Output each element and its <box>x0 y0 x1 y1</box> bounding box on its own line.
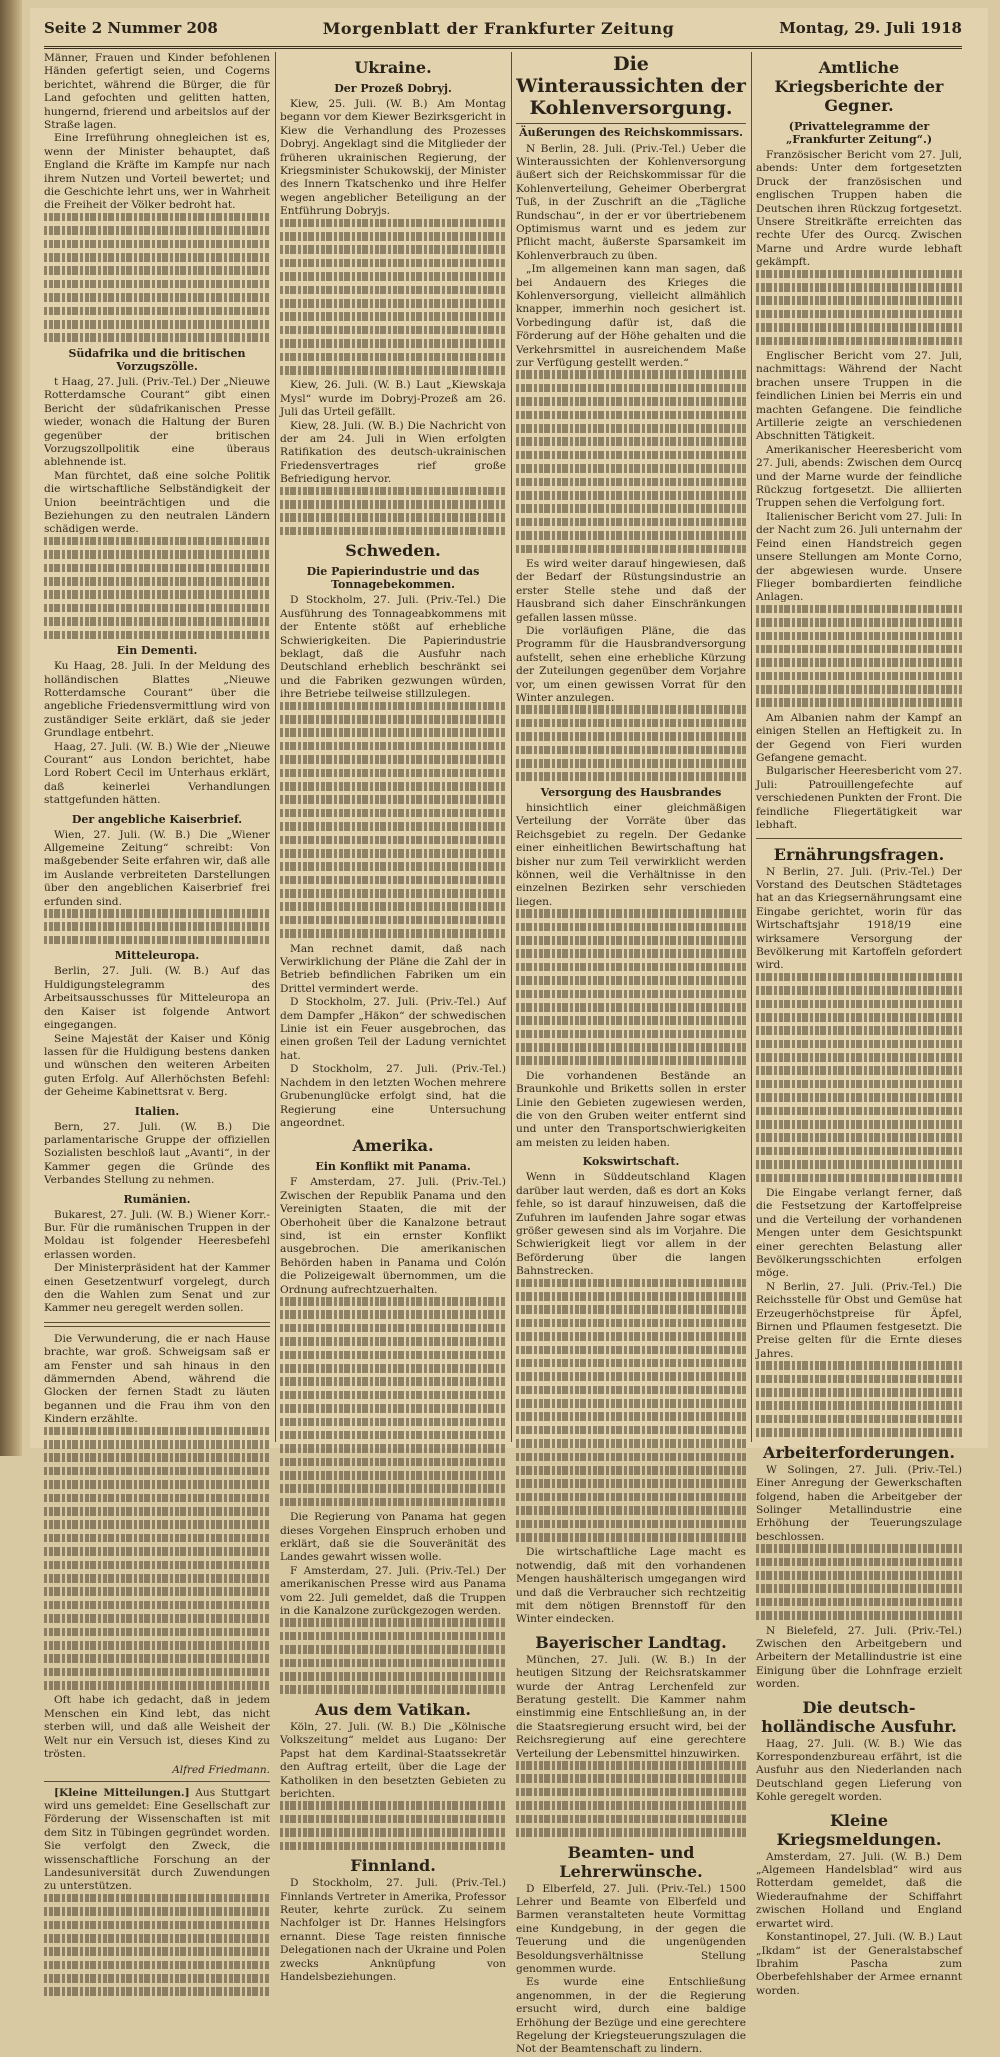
masthead: Morgenblatt der Frankfurter Zeitung <box>322 18 675 38</box>
text-lines <box>756 973 962 1182</box>
article-text: N Bielefeld, 27. Juli. (Priv.-Tel.) Zwischen den Arbeitgebern und Arbeitern der Metallindustrie ist eine Einigung über die Lohnfrage erzielt worden. <box>756 1624 962 1691</box>
article-text: Ku Haag, 28. Juli. In der Meldung des holländischen Blattes „Nieuwe Rotterdamsche Courant“ über die angebliche Friedensvermittlung wird von zuständiger Seite erklärt, daß sie jeder Grundlage entbehrt. <box>44 660 270 740</box>
text-lines <box>280 1618 506 1694</box>
divider <box>44 1781 270 1782</box>
article-text: Die Regierung von Panama hat gegen dieses Vorgehen Einspruch erhoben und erklärt, daß sie die Souveränität des Landes gewahrt wissen wolle. <box>280 1511 506 1564</box>
section-title: Finnland. <box>350 1856 436 1876</box>
article-text: Der Ministerpräsident hat der Kammer einen Gesetzentwurf vorgelegt, durch den die Wahlen zum Senat und zur Kammer neu geregelt werden sollen. <box>44 1262 270 1315</box>
article-text: Kiew, 28. Juli. (W. B.) Die Nachricht von der am 24. Juli in Wien erfolgten Ratifikation des deutsch-ukrainischen Friedensvertrages rief große Befriedigung hervor. <box>280 419 506 486</box>
article-text: Seine Majestät der Kaiser und König lassen für die Huldigung bestens danken und wünschen den weiteren Arbeiten guten Erfolg. Auf Allerhöchsten Befehl: der Geheime Kabinettsrat v. Berg. <box>44 1032 270 1099</box>
feuilleton-author: Alfred Friedmann. <box>172 1763 270 1776</box>
article-text: Die Eingabe verlangt ferner, daß die Festsetzung der Kartoffelpreise und die Verteilung der vorhandenen Mengen unter dem Gesichtspunkt einer gerechten Belastung aller Bevölkerungsschichten erfolgen möge. <box>756 1187 962 1280</box>
section-subtitle: (Privattelegramme der „Frankfurter Zeitung“.) <box>785 120 933 146</box>
section-title: Aus dem Vatikan. <box>315 1700 471 1720</box>
section-title: Kleine Kriegsmeldungen. <box>776 1810 942 1849</box>
article-text: Die vorhandenen Bestände an Braunkohle und Briketts sollen in erster Linie den Gebieten zugewiesen werden, die von den Gruben weiter entfernt sind und unter den Transportschwierigkeiten am meisten zu leiden haben. <box>516 1069 746 1149</box>
article-text: D Elberfeld, 27. Juli. (Priv.-Tel.) 1500 Lehrer und Beamte von Elberfeld und Barmen veranstalteten heute Vormittag eine Kundgebung, in der gegen die Teuerung und die ungenügenden Besoldungsverhältnisse Stellung genommen wurde. <box>516 1882 746 1976</box>
text-lines <box>44 1427 270 1690</box>
text-lines <box>516 705 746 781</box>
text-lines <box>44 537 270 639</box>
text-lines <box>756 1544 962 1620</box>
article-text: Kiew, 26. Juli. (W. B.) Laut „Kiewskaja Mysl“ wurde im Dobryj-Prozeß am 26. Juli das Urteil gefällt. <box>280 379 506 419</box>
article-text: Bern, 27. Juli. (W. B.) Die parlamentarische Gruppe der offiziellen Sozialisten beschloß laut „Avanti“, in der Kammer gegen die Gründe des Verbandes Stellung zu nehmen. <box>44 1120 270 1187</box>
article-text: D Stockholm, 27. Juli. (Priv.-Tel.) Nachdem in den letzten Wochen mehrere Grubenunglücke erfolgt sind, hat die Regierung eine Untersuchung angeordnet. <box>280 1063 506 1129</box>
section-subtitle: Der Prozeß Dobryj. <box>334 82 452 95</box>
article-text: W Solingen, 27. Juli. (Priv.-Tel.) Einer Anregung der Gewerkschaften folgend, haben die Arbeitgeber der Solinger Metallindustrie eine Erhöhung der Teuerungszulage beschlossen. <box>756 1463 962 1543</box>
column-3 <box>516 52 746 2056</box>
column-2 <box>280 52 506 1984</box>
article-text: „Im allgemeinen kann man sagen, daß bei Andauern des Krieges die Kohlenversorgung, vielleicht allmählich knapper, immerhin noch gesichert ist. Vorbedingung dafür ist, daß die Förderung auf der Höhe gehalten und die Verkehrsmittel in ausreichendem Maße zur Verfügung gestellt werden.“ <box>516 263 746 370</box>
article-text: Köln, 27. Juli. (W. B.) Die „Kölnische Volkszeitung“ meldet aus Lugano: Der Papst hat dem Kardinal-Staatssekretär den Auftrag erteilt, über die Lage der Katholiken in den besetzten Gebieten zu berichten. <box>280 1721 506 1801</box>
section-title: Der angebliche Kaiserbrief. <box>71 812 243 826</box>
page-binding-shadow <box>0 0 22 1456</box>
article-text: F Amsterdam, 27. Juli. (Priv.-Tel.) Zwischen der Republik Panama und den Vereinigten Staaten, die mit der Oberhoheit über die Kanalzone betraut sind, ist ein ernster Konflikt ausgebrochen. Die amerikanischen Behörden haben in Panama und Colón die Polizeigewalt übernommen, um die Ordnung aufrechtzuerhalten. <box>280 1176 506 1296</box>
article-text: Konstantinopel, 27. Juli. (W. B.) Laut „Ikdam“ ist der Generalstabschef Ibrahim Pascha zum Oberbefehlshaber der Armee ernannt worden. <box>756 1931 962 1997</box>
section-title: Die deutsch-holländische Ausfuhr. <box>761 1697 957 1736</box>
article-text: Italienischer Bericht vom 27. Juli: In der Nacht zum 26. Juli unternahm der Feind einen Handstreich gegen unsere Stellungen am Monte Corno, der abgewiesen wurde. Unsere Flieger bombardierten feindliche Anlagen. <box>756 510 962 604</box>
text-lines <box>44 213 270 342</box>
text-lines <box>516 370 746 553</box>
article-text: F Amsterdam, 27. Juli. (Priv.-Tel.) Der amerikanischen Presse wird aus Panama vom 22. Juli gemeldet, daß die Truppen in die Kanalzone zurückgezogen werden. <box>280 1564 506 1618</box>
article-text: t Haag, 27. Juli. (Priv.-Tel.) Der „Nieuwe Rotterdamsche Courant“ gibt einen Bericht der südafrikanischen Presse wieder, wonach die Haltung der Buren gegenüber der britischen Vorzugszollpolitik eine überaus ablehnende ist. <box>44 375 270 469</box>
section-subtitle: Versorgung des Hausbrandes <box>540 785 722 799</box>
article-text: Man fürchtet, daß eine solche Politik die wirtschaftliche Selbständigkeit der Union beeinträchtigen und die Beziehungen zu den neutralen Ländern schädigen werde. <box>44 469 270 536</box>
feuilleton-text: Oft habe ich gedacht, daß in jedem Menschen ein Kind lebt, das nicht sterben will, und daß alle Weisheit der Welt nur ein Versuch ist, dieses Kind zu trösten. <box>44 1694 270 1761</box>
text-lines <box>516 1761 746 1837</box>
column-1 <box>44 52 270 1893</box>
article-text: Man rechnet damit, daß nach Verwirklichung der Pläne die Zahl der in Betrieb befindlichen Fabriken um ein Drittel vermindert werde. <box>280 942 506 995</box>
article-text: hinsichtlich einer gleichmäßigen Verteilung der Vorräte über das Reichsgebiet zu regeln. Der Gedanke einer einheitlichen Bewirtschaftung hat bisher nur zum Teil verwirklicht werden können, weil die Verhältnisse in den einzelnen Bezirken sehr verschieden liegen. <box>516 801 746 908</box>
text-lines <box>280 219 506 375</box>
issue-date: Montag, 29. Juli 1918 <box>779 19 962 37</box>
text-lines <box>44 1894 270 1996</box>
column-rule <box>511 52 512 1442</box>
article-text: München, 27. Juli. (W. B.) In der heutigen Sitzung der Reichsratskammer wurde der Antrag Lerchenfeld zur Beratung gestellt. Die Kammer nahm einstimmig eine Entschließung an, in der die Staatsregierung ersucht wird, bei der Reichsregierung auf eine gerechtere Verteilung der Lebensmittel hinzuwirken. <box>516 1653 746 1760</box>
article-text: Haag, 27. Juli. (W. B.) Wie das Korrespondenzbureau erfährt, ist die Ausfuhr aus den Niederlanden nach Deutschland gegen Lieferung von Kohle geregelt worden. <box>756 1737 962 1804</box>
section-subtitle: Die Papierindustrie und das Tonnagebekommen. <box>306 565 480 592</box>
article-text: Eine Irreführung ohnegleichen ist es, wenn der Minister behauptet, daß England die Kräfte im Kampfe nur nach ihrem Nutzen und Vorteil bewertet; und die Geschichte lehrt uns, wer in Wahrheit die Freiheit der Völker bedroht hat. <box>44 132 270 212</box>
text-lines <box>756 1361 962 1437</box>
article-text: D Stockholm, 27. Juli. (Priv.-Tel.) Finnlands Vertreter in Amerika, Professor Reuter, kehrte zurück. Zu seinem Nachfolger ist Dr. Hannes Helsingfors ernannt. Diese Tage reisten finnische Delegationen nach der Ukraine und Polen zwecks Anknüpfung von Handelsbeziehungen. <box>280 1877 506 1984</box>
text-lines <box>280 487 506 536</box>
article-text: N Berlin, 27. Juli. (Priv.-Tel.) Die Reichsstelle für Obst und Gemüse hat Erzeugerhöchstpreise für Äpfel, Birnen und Pflaumen festgesetzt. Die Preise gelten für die Ernte dieses Jahres. <box>756 1280 962 1360</box>
article-text: Aus Stuttgart wird uns gemeldet: Eine Gesellschaft zur Förderung der Wissenschaften ist mit dem Sitz in Tübingen gegründet worden. Sie verfolgt den Zweck, die wissenschaftliche Forschung an der Landesuniversität durch Zuwendungen zu unterstützen. <box>44 1786 270 1893</box>
column-rule <box>275 52 276 1442</box>
text-lines <box>280 1297 506 1506</box>
divider <box>756 838 962 839</box>
column-rule <box>751 52 752 1442</box>
section-title: Ernährungsfragen. <box>773 844 945 864</box>
text-lines <box>280 702 506 938</box>
section-subtitle: Ein Konflikt mit Panama. <box>315 1160 471 1174</box>
article-text: Amsterdam, 27. Juli. (W. B.) Dem „Algemeen Handelsblad“ wird aus Rotterdam gemeldet, daß die Wiederaufnahme der Schiffahrt zwischen Holland und England erwartet wird. <box>756 1850 962 1930</box>
article-text: Am Albanien nahm der Kampf an einigen Stellen an Heftigkeit zu. In der Gegend von Fieri wurden Gefangene gemacht. <box>756 711 962 765</box>
section-title: Beamten- und Lehrerwünsche. <box>559 1842 703 1881</box>
section-title: Ein Dementi. <box>116 644 198 658</box>
article-text: Kiew, 25. Juli. (W. B.) Am Montag begann vor dem Kiewer Bezirksgericht in Kiew die Verhandlung des Prozesses Dobryj. Angeklagt sind die Mitglieder der früheren ukrainischen Regierung, der Kriegsminister Schukowskij, der Minister des Innern Tkatschenko und ihre Helfer wegen angeblicher Beteiligung an der Entführung Dobryjs. <box>280 98 506 218</box>
section-title: Arbeiterforderungen. <box>763 1442 955 1462</box>
article-text <box>44 1787 270 1894</box>
section-title: [Kleine Mitteilungen.] <box>54 1786 190 1799</box>
article-text: Es wurde eine Entschließung angenommen, in der die Regierung ersucht wird, durch eine baldige Erhöhung der Bezüge und eine gerechtere Regelung der Kriegsteuerungszulagen die Not der Beamtenschaft zu lindern. <box>516 1976 746 2056</box>
section-subtitle: Kokswirtschaft. <box>582 1155 680 1169</box>
article-text: D Stockholm, 27. Juli. (Priv.-Tel.) Die Ausführung des Tonnageabkommens mit der Entente stößt auf erhebliche Schwierigkeiten. Die Papierindustrie beklagt, daß die Ausfuhr nach Deutschland erheblich beschränkt sei und die Fabriken gezwungen würden, ihre Betriebe teilweise stillzulegen. <box>280 594 506 701</box>
text-lines <box>516 1279 746 1542</box>
section-title: Schweden. <box>345 541 441 561</box>
article-text: Amerikanischer Heeresbericht vom 27. Juli, abends: Zwischen dem Ourcq und der Marne wurde der feindliche Rückzug fortgesetzt. Die alliierten Truppen sehen die Verfolgung fort. <box>756 443 962 510</box>
page-header <box>44 10 962 49</box>
text-lines <box>44 909 270 944</box>
article-text: Die wirtschaftliche Lage macht es notwendig, daß mit den vorhandenen Mengen haushälterisch umgegangen wird und daß die Verbraucher sich rechtzeitig mit dem nötigen Brennstoff für den Winter eindecken. <box>516 1546 746 1626</box>
article-text: Berlin, 27. Juli. (W. B.) Auf das Huldigungstelegramm des Arbeitsausschusses für Mitteleuropa an den Kaiser ist folgende Antwort eingegangen. <box>44 965 270 1032</box>
article-text: Es wird weiter darauf hingewiesen, daß der Bedarf der Rüstungsindustrie an erster Stelle stehe und daß der Hausbrand sich daher Einschränkungen gefallen lassen müsse. <box>516 557 746 624</box>
text-lines <box>516 909 746 1065</box>
article-text: Männer, Frauen und Kinder befohlenen Händen gefertigt seien, und Cogerns berichtet, während die Bürger, die für Land gefochten und gelitten hatten, hungernd, frierend und arbeitslos auf der Straße lagen. <box>44 52 270 132</box>
lead-headline: Die Winteraussichten der Kohlenversorgung. <box>516 54 746 124</box>
section-title: Ukraine. <box>354 58 432 77</box>
article-text: Englischer Bericht vom 27. Juli, nachmittags: Während der Nacht brachen unsere Truppen in die feindlichen Linien bei Merris ein und machten Gefangene. Die feindliche Artillerie zeigte an verschiedenen Abschnitten Tätigkeit. <box>756 350 962 443</box>
text-lines <box>756 270 962 346</box>
section-title: Amerika. <box>352 1136 434 1156</box>
page-number: Seite 2 Nummer 208 <box>44 19 218 37</box>
column-4 <box>756 52 962 1997</box>
article-text: N Berlin, 28. Juli. (Priv.-Tel.) Ueber die Winteraussichten der Kohlenversorgung äußert sich der Reichskommissar für die Kohlenverteilung, Geheimer Oberbergrat Tuß, in der Zuschrift an die „Tägliche Rundschau“, in der er vor übertriebenem Optimismus warnt und es jedem zur Pflicht macht, äußerste Sparsamkeit im Kohlenverbrauch zu üben. <box>516 142 746 262</box>
article-text: N Berlin, 27. Juli. (Priv.-Tel.) Der Vorstand des Deutschen Städtetages hat an das Kriegsernährungsamt eine Eingabe gerichtet, worin für das Wirtschaftsjahr 1918/19 eine wirksamere Versorgung der Bevölkerung mit Kartoffeln gefordert wird. <box>756 865 962 972</box>
section-title: Bayerischer Landtag. <box>535 1632 727 1652</box>
article-text: Französischer Bericht vom 27. Juli, abends: Unter dem fortgesetzten Druck der französischen und englischen Truppen haben die Deutschen ihren Rückzug fortgesetzt. Unsere Streitkräfte erreichten das rechte Ufer des Ourcq. Zwischen Marne und Ardre wurde lebhaft gekämpft. <box>756 149 962 269</box>
section-title: Amtliche Kriegsberichte der Gegner. <box>774 58 944 115</box>
article-text: Bukarest, 27. Juli. (W. B.) Wiener Korr.-Bur. Für die rumänischen Truppen in der Moldau ist folgender Heeresbefehl erlassen worden. <box>44 1208 270 1261</box>
article-text: D Stockholm, 27. Juli. (Priv.-Tel.) Auf dem Dampfer „Häkon“ der schwedischen Linie ist ein Feuer ausgebrochen, das einen großen Teil der Ladung vernichtet hat. <box>280 996 506 1062</box>
feuilleton-text: Die Verwunderung, die er nach Hause brachte, war groß. Schweigsam saß er am Fenster und sah hinaus in den dämmernden Abend, während die Glocken der fernen Stadt zu läuten begannen und die Frau ihm von den Kindern erzählte. <box>44 1332 270 1426</box>
article-text: Wenn in Süddeutschland Klagen darüber laut werden, daß es dort an Koks fehle, so ist darauf hinzuweisen, daß die Zufuhren im laufenden Jahre sogar etwas größer gewesen sind als im Vorjahre. Die Schwierigkeit liegt vor allem in der Beförderung über die langen Bahnstrecken. <box>516 1171 746 1278</box>
lead-subtitle: Äußerungen des Reichskommissars. <box>519 125 743 139</box>
section-title: Rumänien. <box>123 1192 191 1206</box>
article-text: Bulgarischer Heeresbericht vom 27. Juli: Patrouillengefechte auf verschiedenen Punkten der Front. Die feindliche Fliegertätigkeit war lebhaft. <box>756 765 962 832</box>
text-lines <box>756 605 962 707</box>
article-text: Die vorläufigen Pläne, die das Programm für die Hausbrandversorgung aufstellt, sehen eine erhebliche Kürzung der Zuteilungen gegenüber dem Vorjahre vor, um einen gewissen Vorrat für den Winter anzulegen. <box>516 624 746 704</box>
feuilleton-divider <box>44 1322 270 1327</box>
article-text: Wien, 27. Juli. (W. B.) Die „Wiener Allgemeine Zeitung“ schreibt: Von maßgebender Seite erfahren wir, daß alle im Auslande verbreiteten Darstellungen über den angeblichen Kaiserbrief frei erfunden sind. <box>44 828 270 908</box>
section-title: Italien. <box>134 1104 180 1118</box>
article-text: Haag, 27. Juli. (W. B.) Wie der „Nieuwe Courant“ aus London berichtet, habe Lord Robert Cecil im Unterhaus erklärt, daß keinerlei Verhandlungen stattgefunden hätten. <box>44 740 270 807</box>
section-title: Mitteleuropa. <box>114 949 200 963</box>
text-lines <box>280 1801 506 1850</box>
section-title: Südafrika und die britischen Vorzugszölle. <box>68 346 246 373</box>
